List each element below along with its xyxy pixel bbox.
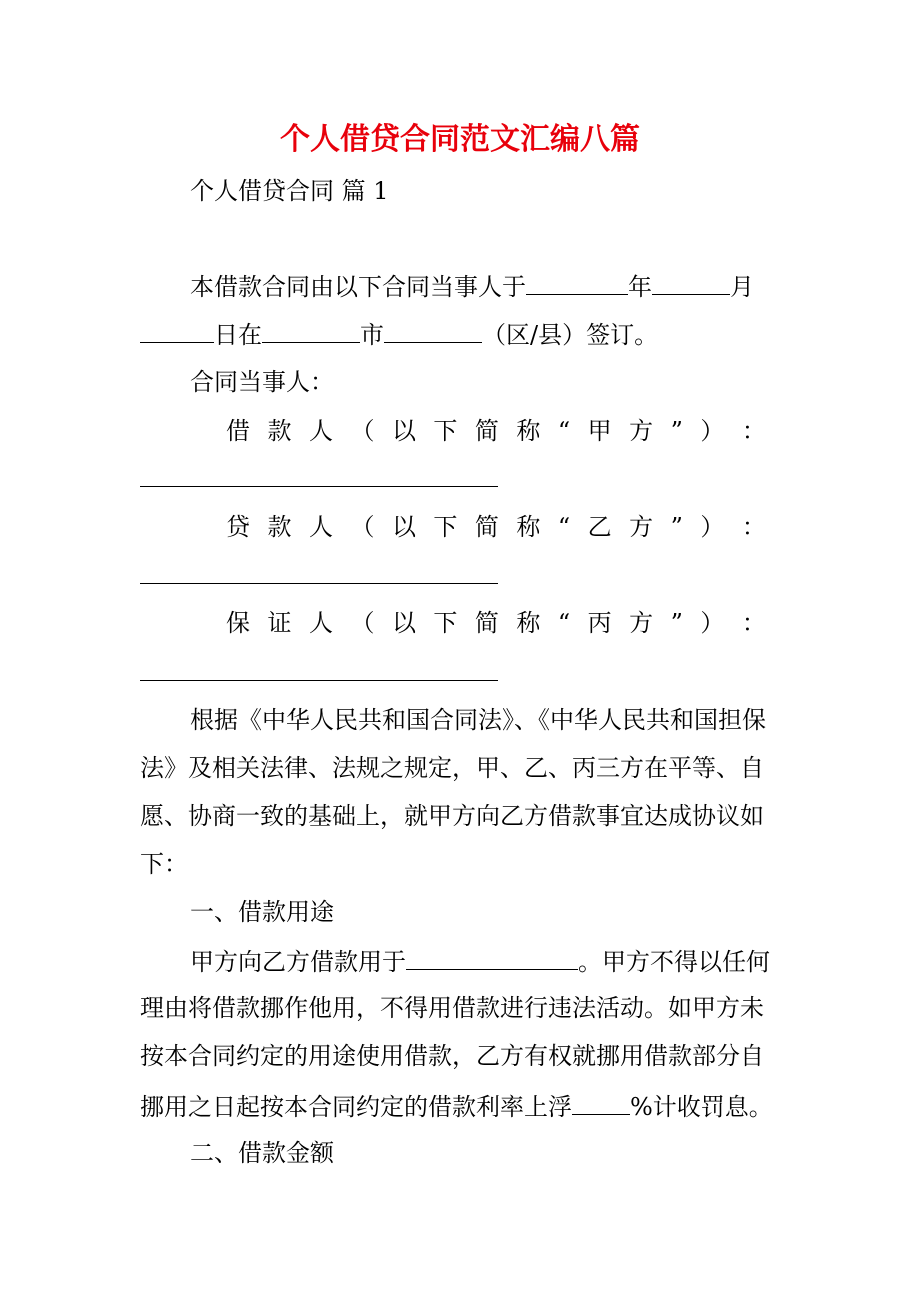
article-text: 挪用之日起按本合同约定的借款利率上浮 [140,1093,572,1121]
party-line-guarantor [226,606,766,640]
party-char: 以 [391,417,416,445]
month-blank [652,268,730,295]
party-char: ） [700,609,725,637]
party-char: ” [670,417,683,445]
city-blank [262,316,360,343]
intro-text: 月 [730,273,754,301]
party-char: 甲 [587,417,612,445]
party-char: 简 [474,609,499,637]
party-char: 借 [226,417,250,445]
party-char: （ [350,513,375,541]
party-char: 下 [433,513,458,541]
party-line-lender [226,510,766,544]
party-char: ） [700,417,725,445]
intro-text: （区/县）签订。 [482,321,659,349]
section-heading: 个人借贷合同 篇 1 [190,177,389,205]
party-char: ： [741,417,766,445]
article-text: %计收罚息。 [630,1093,773,1121]
party-char: ： [741,513,766,541]
party-char: 证 [267,609,292,637]
party-char: 称 [516,513,541,541]
parties-label: 合同当事人： [190,368,334,396]
party-char: 乙 [587,513,612,541]
party-char: 丙 [587,609,612,637]
guarantor-name-blank [140,680,498,681]
party-char: ” [670,609,683,637]
party-char: 人 [308,417,333,445]
district-blank [384,316,482,343]
party-char: 简 [474,417,499,445]
party-char: “ [557,609,571,637]
party-char: 方 [629,609,654,637]
day-blank [140,316,214,343]
party-char: ： [741,609,766,637]
article-1-line-3: 按本合同约定的用途使用借款，乙方有权就挪用借款部分自 [140,1042,764,1070]
party-char: 款 [267,417,292,445]
party-char: 称 [516,417,541,445]
intro-line-2 [140,316,658,352]
party-char: 方 [629,417,654,445]
party-char: 以 [391,513,416,541]
article-text: 甲方向乙方借款用于 [190,948,406,976]
party-char: （ [350,417,375,445]
year-blank [526,268,628,295]
intro-text: 本借款合同由以下合同当事人于 [190,273,526,301]
party-char: 以 [391,609,416,637]
party-char: 贷 [226,513,250,541]
purpose-blank [406,943,578,970]
party-char: “ [557,417,571,445]
party-char: 下 [433,417,458,445]
intro-line-1 [190,268,754,304]
party-char: 保 [226,609,250,637]
party-char: 称 [516,609,541,637]
party-char: 下 [433,609,458,637]
article-2-heading: 二、借款金额 [190,1139,334,1167]
article-1-line-4 [140,1088,773,1124]
party-char: 方 [629,513,654,541]
party-char: （ [350,609,375,637]
rate-blank [572,1088,630,1115]
intro-text: 日在 [214,321,262,349]
article-text: 。甲方不得以任何 [578,948,770,976]
party-char: “ [557,513,571,541]
party-char: ） [700,513,725,541]
intro-text: 年 [628,273,652,301]
article-1-heading: 一、借款用途 [190,898,334,926]
party-char: 人 [308,513,333,541]
party-char: ” [670,513,683,541]
document-title: 个人借贷合同范文汇编八篇 [280,122,640,157]
party-char: 款 [267,513,292,541]
party-line-borrower [226,414,766,448]
intro-text: 市 [360,321,384,349]
lender-name-blank [140,583,498,584]
article-1-line-1 [190,943,770,979]
basis-line-4: 下： [140,850,188,878]
basis-line-2: 法》及相关法律、法规之规定，甲、乙、丙三方在平等、自 [140,754,764,782]
article-1-line-2: 理由将借款挪作他用，不得用借款进行违法活动。如甲方未 [140,994,764,1022]
party-char: 人 [308,609,333,637]
basis-line-3: 愿、协商一致的基础上，就甲方向乙方借款事宜达成协议如 [140,802,764,830]
basis-line-1: 根据《中华人民共和国合同法》、《中华人民共和国担保 [190,706,766,734]
party-char: 简 [474,513,499,541]
borrower-name-blank [140,486,498,487]
